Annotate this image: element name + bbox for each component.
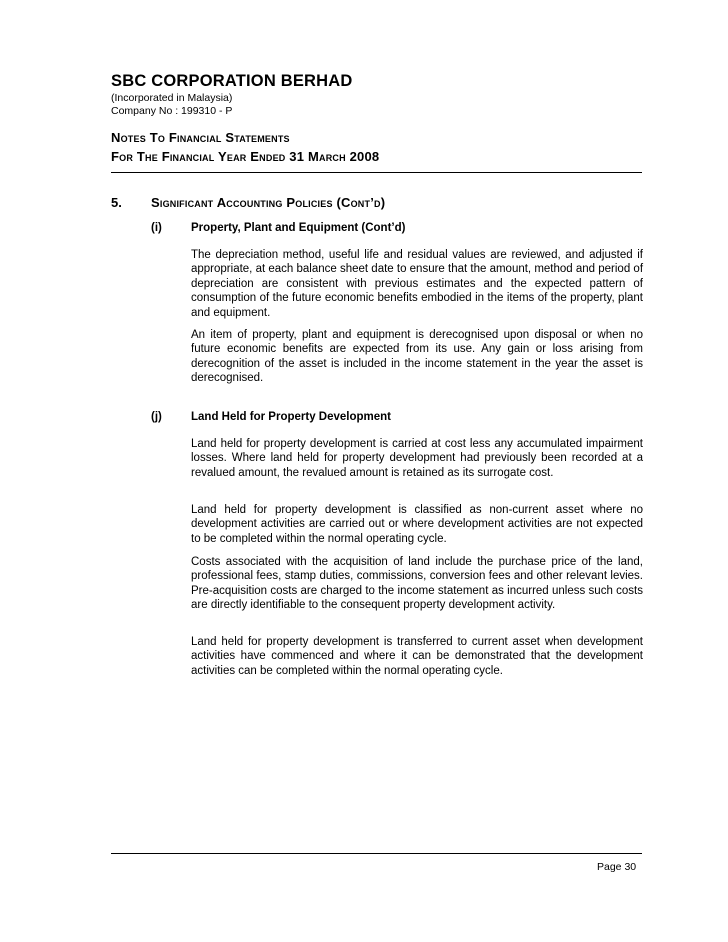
- incorporation-note: (Incorporated in Malaysia): [111, 92, 233, 104]
- item-title-j: Land Held for Property Development: [191, 411, 392, 423]
- item-title-i: Property, Plant and Equipment (Cont’d): [191, 222, 406, 234]
- paragraph: Land held for property development is carried at cost less any accumulated impairment losses. Where land held for property development had previously been recorded at a revalued amount, the revalued amount is retained as its surrogate cost.: [191, 438, 643, 479]
- notes-period: For The Financial Year Ended 31 March 2008: [111, 149, 380, 164]
- item-label-j: (j): [151, 411, 162, 423]
- section-number: 5.: [111, 195, 122, 210]
- company-number: Company No : 199310 - P: [111, 105, 233, 117]
- section-title: Significant Accounting Policies (Cont’d): [151, 195, 386, 210]
- paragraph: Costs associated with the acquisition of land include the purchase price of the land, professional fees, stamp duties, commissions, conversion fees and other relevant levies. Pre-acquisition costs are charged to the income statement as incurred unless such costs are directly identifiable to the consequent property development activity.: [191, 556, 643, 612]
- paragraph: The depreciation method, useful life and residual values are reviewed, and adjusted if appropriate, at each balance sheet date to ensure that the amount, method and period of depreciation are consistent with previous estimates and the expected pattern of consumption of the future economic benefits embodied in the items of the property, plant and equipment.: [191, 249, 644, 319]
- page-number: Page 30: [597, 861, 637, 873]
- notes-title: Notes To Financial Statements: [111, 130, 290, 145]
- paragraph: Land held for property development is transferred to current asset when development activities have commenced and where it can be demonstrated that the development activities can be completed within the normal operating cycle.: [191, 636, 643, 677]
- footer-divider: [111, 853, 642, 854]
- item-label-i: (i): [151, 222, 162, 234]
- paragraph: Land held for property development is classified as non-current asset where no development activities are carried out or where development activities are not expected to be completed within the normal operating cycle.: [191, 504, 643, 545]
- company-name: SBC CORPORATION BERHAD: [111, 72, 353, 90]
- paragraph: An item of property, plant and equipment is derecognised upon disposal or when no future economic benefits are expected from its use. Any gain or loss arising from derecognition of the asset is included in the income statement in the year the asset is derecognised.: [191, 329, 643, 385]
- header-divider: [111, 172, 642, 173]
